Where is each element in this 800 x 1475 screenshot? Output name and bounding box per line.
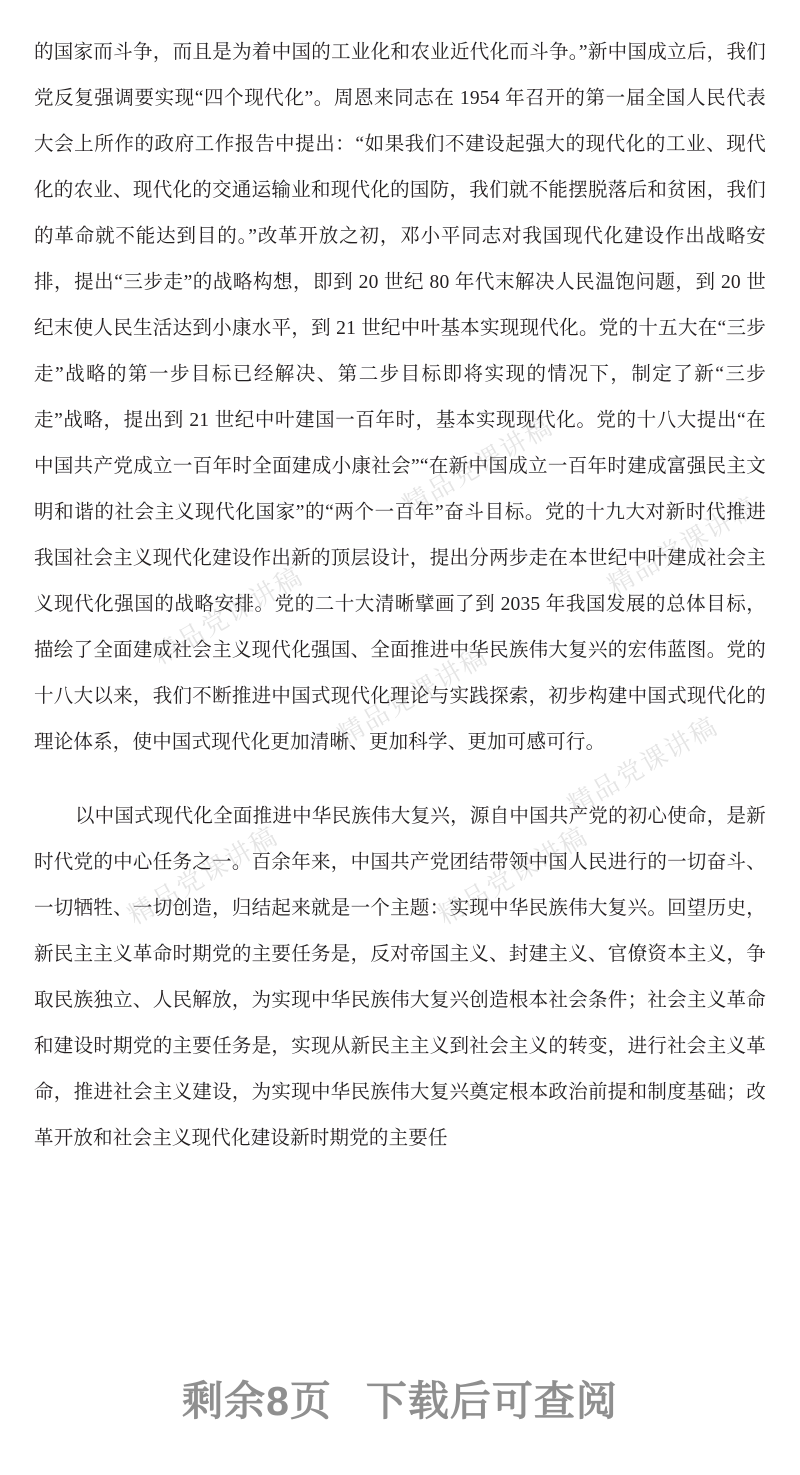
watermark-text: 精品党课讲稿 <box>602 490 764 601</box>
paragraph-2: 以中国式现代化全面推进中华民族伟大复兴，源自中国共产党的初心使命，是新时代党的中心任务之一。百余年来，中国共产党团结带领中国人民进行的一切奋斗、一切牺牲、一切创造，归结起来就是一个主题：实现中华民族伟大复兴。回望历史，新民主主义革命时期党的主要任务是，反对帝国主义、封建主义、官僚资本主义，争取民族独立、人民解放，为实现中华民族伟大复兴创造根本社会条件；社会主义革命和建设时期党的主要任务是，实现从新民主主义到社会主义的转变，进行社会主义革命，推进社会主义建设，为实现中华民族伟大复兴奠定根本政治前提和制度基础；改革开放和社会主义现代化建设新时期党的主要任 <box>34 806 766 1149</box>
watermark-text: 精品党课讲稿 <box>147 560 309 671</box>
download-prompt-inner <box>182 1368 618 1427</box>
download-to-view-button[interactable]: 下载后可查阅 <box>365 1378 618 1424</box>
watermark-text: 精品党课讲稿 <box>122 820 284 931</box>
watermark-text: 精品党课讲稿 <box>562 710 724 821</box>
remaining-pages-label: 剩余8页 <box>182 1378 332 1424</box>
watermark-text: 精品党课讲稿 <box>432 820 594 931</box>
watermark-text: 精品党课讲稿 <box>332 640 494 751</box>
watermark-text: 精品党课讲稿 <box>397 410 559 521</box>
download-prompt-banner[interactable] <box>0 1315 800 1475</box>
paragraph-1: 的国家而斗争，而且是为着中国的工业化和农业近代化而斗争。”新中国成立后，我们党反复强调要实现“四个现代化”。周恩来同志在 1954 年召开的第一届全国人民代表大会上所作的政府工作报告中提出：“如果我们不建设起强大的现代化的工业、现代化的农业、现代化的交通运输业和现代化的国防，我们就不能摆脱落后和贫困，我们的革命就不能达到目的。”改革开放之初，邓小平同志对我国现代化建设作出战略安排，提出“三步走”的战略构想，即到 20 世纪 80 年代末解决人民温饱问题，到 20 世纪末使人民生活达到小康水平，到 21 世纪中叶基本实现现代化。党的十五大在“三步走”战略的第一步目标已经解决、第二步目标即将实现的情况下，制定了新“三步走”战略，提出到 21 世纪中叶建国一百年时，基本实现现代化。党的十八大提出“在中国共产党成立一百年时全面建成小康社会”“在新中国成立一百年时建成富强民主文明和谐的社会主义现代化国家”的“两个一百年”奋斗目标。党的十九大对新时代推进我国社会主义现代化建设作出新的顶层设计，提出分两步走在本世纪中叶建成社会主义现代化强国的战略安排。党的二十大清晰擘画了到 2035 年我国发展的总体目标，描绘了全面建成社会主义现代化强国、全面推进中华民族伟大复兴的宏伟蓝图。党的十八大以来，我们不断推进中国式现代化理论与实践探索，初步构建中国式现代化的理论体系，使中国式现代化更加清晰、更加科学、更加可感可行。 <box>34 42 766 753</box>
